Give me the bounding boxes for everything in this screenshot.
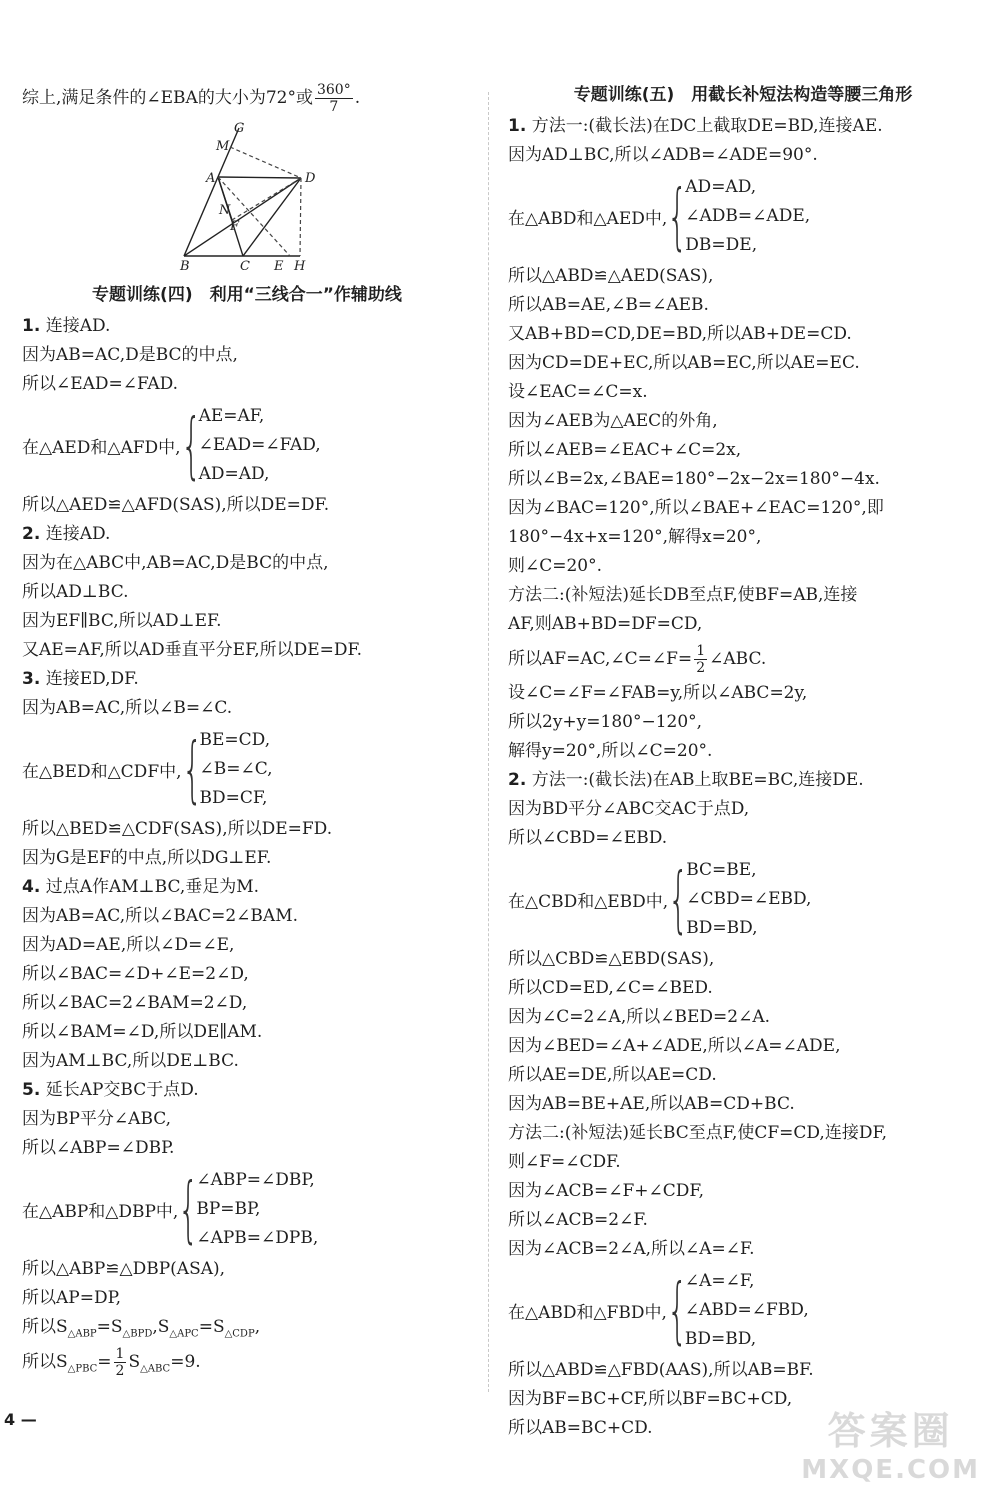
brace-icon: { [181,727,203,811]
q2-line3: 所以∠CBD=∠EBD. [508,828,668,848]
p2-line4: 因为EF∥BC,所以AD⊥EF. [22,611,222,631]
brace-icon: { [180,403,202,487]
q2-line5: 所以CD=ED,∠C=∠BED. [508,978,713,998]
q1-line12: 180°−4x+x=120°,解得x=20°, [508,527,762,547]
q1-line1: 1. 方法一:(截长法)在DC上截取DE=BD,连接AE. [508,116,883,136]
p4-line2: 因为AB=AC,所以∠BAC=2∠BAM. [22,906,299,926]
q1-line3: 所以△ABD≌△AED(SAS), [508,266,714,286]
q1-system: 在△ABD和△AED中, { AD=AD, ∠ADB=∠ADE, DB=DE, [508,174,811,258]
q1-line19: 解得y=20°,所以∠C=20°. [508,741,713,761]
brace-icon: { [668,857,689,941]
q2-line17: 所以AB=BC+CD. [508,1418,653,1438]
q1-line15: AF,则AB+BD=DF=CD, [508,614,703,634]
q1-line14: 方法二:(补短法)延长DB至点F,使BF=AB,连接 [508,585,858,605]
q2-line10: 方法二:(补短法)延长BC至点F,使CF=CD,连接DF, [508,1123,888,1143]
p4-line5: 所以∠BAC=2∠BAM=2∠D, [22,993,248,1013]
p5-line5: 所以AP=DP, [22,1288,121,1308]
q2-line12: 因为∠ACB=∠F+∠CDF, [508,1181,704,1201]
q2-system1: 在△CBD和△EBD中, { BC=BE, ∠CBD=∠EBD, BD=BD, [508,857,812,941]
p2-line3: 所以AD⊥BC. [22,582,129,602]
label-g: G [234,122,245,136]
brace-icon: { [178,1167,199,1251]
p4-line3: 因为AD=AE,所以∠D=∠E, [22,935,235,955]
q1-line13: 则∠C=20°. [508,556,603,576]
q2-line11: 则∠F=∠CDF. [508,1152,621,1172]
q2-line7: 因为∠BED=∠A+∠ADE,所以∠A=∠ADE, [508,1036,841,1056]
p4-line7: 因为AM⊥BC,所以DE⊥BC. [22,1051,239,1071]
q2-line16: 因为BF=BC+CF,所以BF=BC+CD, [508,1389,793,1409]
label-b: B [180,259,190,272]
p4-line4: 所以∠BAC=∠D+∠E=2∠D, [22,964,249,984]
q1-line18: 所以2y+y=180°−120°, [508,712,703,732]
q1-line7: 设∠EAC=∠C=x. [508,382,648,402]
q1-line2: 因为AD⊥BC,所以∠ADB=∠ADE=90°. [508,145,818,165]
intro-fraction: $\frac{360^\circ}{7}$ [316,82,351,115]
q1-line4: 所以AB=AE,∠B=∠AEB. [508,295,709,315]
q1-line8: 因为∠AEB为△AEC的外角, [508,411,718,431]
label-e: E [274,259,284,272]
left-column [22,78,472,1382]
p3-line1: 3. 连接ED,DF. [22,669,139,689]
p5-line1: 5. 延长AP交BC于点D. [22,1080,199,1100]
q1-line17: 设∠C=∠F=∠FAB=y,所以∠ABC=2y, [508,683,808,703]
section-heading-4: 专题训练(四) 利用“三线合一”作辅助线 [92,285,402,305]
p3-line4: 因为G是EF的中点,所以DG⊥EF. [22,848,272,868]
p1-system: 在△AED和△AFD中, { AE=AF, ∠EAD=∠FAD, AD=AD, [22,403,321,487]
p1-line1: 1. 连接AD. [22,316,111,336]
p5-line6: 所以$S_{\triangle ABP}=S_{\triangle BPD},S_{\triangle APC}=S_{\triangle CDP}$, [22,1317,261,1340]
geometry-figure [172,122,322,272]
p3-line3: 所以△BED≌△CDF(SAS),所以DE=FD. [22,819,333,839]
p1-line2: 因为AB=AC,D是BC的中点, [22,345,238,365]
q2-line13: 所以∠ACB=2∠F. [508,1210,648,1230]
page-number: 4 — [4,1410,37,1429]
label-n: N [219,203,231,218]
intro-line: 综上,满足条件的∠EBA的大小为72°或 $\frac{360^\circ}{7}$ . [22,82,361,115]
p5-line7: 所以$S_{\triangle PBC}=$ $\frac{1}{2}$ $S_{\triangle ABC}=9$. [22,1346,201,1379]
label-f: F [230,219,240,234]
q2-line4: 所以△CBD≌△EBD(SAS), [508,949,715,969]
intro-text: 综上,满足条件的∠EBA的大小为72°或 [22,88,313,108]
brace-icon: { [666,1268,688,1352]
column-divider [488,92,489,1392]
q2-line8: 所以AE=DE,所以AE=CD. [508,1065,717,1085]
q1-line6: 因为CD=DE+EC,所以AB=EC,所以AE=EC. [508,353,860,373]
q2-line15: 所以△ABD≌△FBD(AAS),所以AB=BF. [508,1360,814,1380]
p5-line3: 所以∠ABP=∠DBP. [22,1138,175,1158]
p2-line5: 又AE=AF,所以AD垂直平分EF,所以DE=DF. [22,640,363,660]
q2-line6: 因为∠C=2∠A,所以∠BED=2∠A. [508,1007,770,1027]
q1-line16: 所以AF=AC,∠C=∠F= $\frac{1}{2}$ ∠ABC. [508,643,767,676]
p5-system: 在△ABP和△DBP中, { ∠ABP=∠DBP, BP=BP, ∠APB=∠DPB, [22,1167,319,1251]
q2-line9: 因为AB=BE+AE,所以AB=CD+BC. [508,1094,795,1114]
p5-line4: 所以△ABP≌△DBP(ASA), [22,1259,226,1279]
brace-icon: { [667,174,688,258]
p4-line6: 所以∠BAM=∠D,所以DE∥AM. [22,1022,263,1042]
label-a: A [206,171,216,186]
right-column [508,78,978,1443]
q1-line11: 因为∠BAC=120°,所以∠BAE+∠EAC=120°,即 [508,498,884,518]
p3-line2: 因为AB=AC,所以∠B=∠C. [22,698,233,718]
p3-system: 在△BED和△CDF中, { BE=CD, ∠B=∠C, BD=CF, [22,727,273,811]
section-heading-5: 专题训练(五) 用截长补短法构造等腰三角形 [573,85,913,105]
label-d: D [305,171,316,186]
p5-line2: 因为BP平分∠ABC, [22,1109,172,1129]
q1-line10: 所以∠B=2x,∠BAE=180°−2x−2x=180°−4x. [508,469,880,489]
q2-line14: 因为∠ACB=2∠A,所以∠A=∠F. [508,1239,755,1259]
label-m: M [216,139,230,154]
q2-system2: 在△ABD和△FBD中, { ∠A=∠F, ∠ABD=∠FBD, BD=BD, [508,1268,809,1352]
q2-line2: 因为BD平分∠ABC交AC于点D, [508,799,750,819]
p1-line3: 所以∠EAD=∠FAD. [22,374,179,394]
label-c: C [240,259,250,272]
label-h: H [294,259,306,272]
watermark-logo: 答案圈 MXQE.COM [801,1409,980,1485]
q1-line5: 又AB+BD=CD,DE=BD,所以AB+DE=CD. [508,324,852,344]
p2-line2: 因为在△ABC中,AB=AC,D是BC的中点, [22,553,329,573]
p1-line4: 所以△AED≌△AFD(SAS),所以DE=DF. [22,495,330,515]
p2-line1: 2. 连接AD. [22,524,111,544]
q1-line9: 所以∠AEB=∠EAC+∠C=2x, [508,440,742,460]
p4-line1: 4. 过点A作AM⊥BC,垂足为M. [22,877,260,897]
q2-line1: 2. 方法一:(截长法)在AB上取BE=BC,连接DE. [508,770,864,790]
